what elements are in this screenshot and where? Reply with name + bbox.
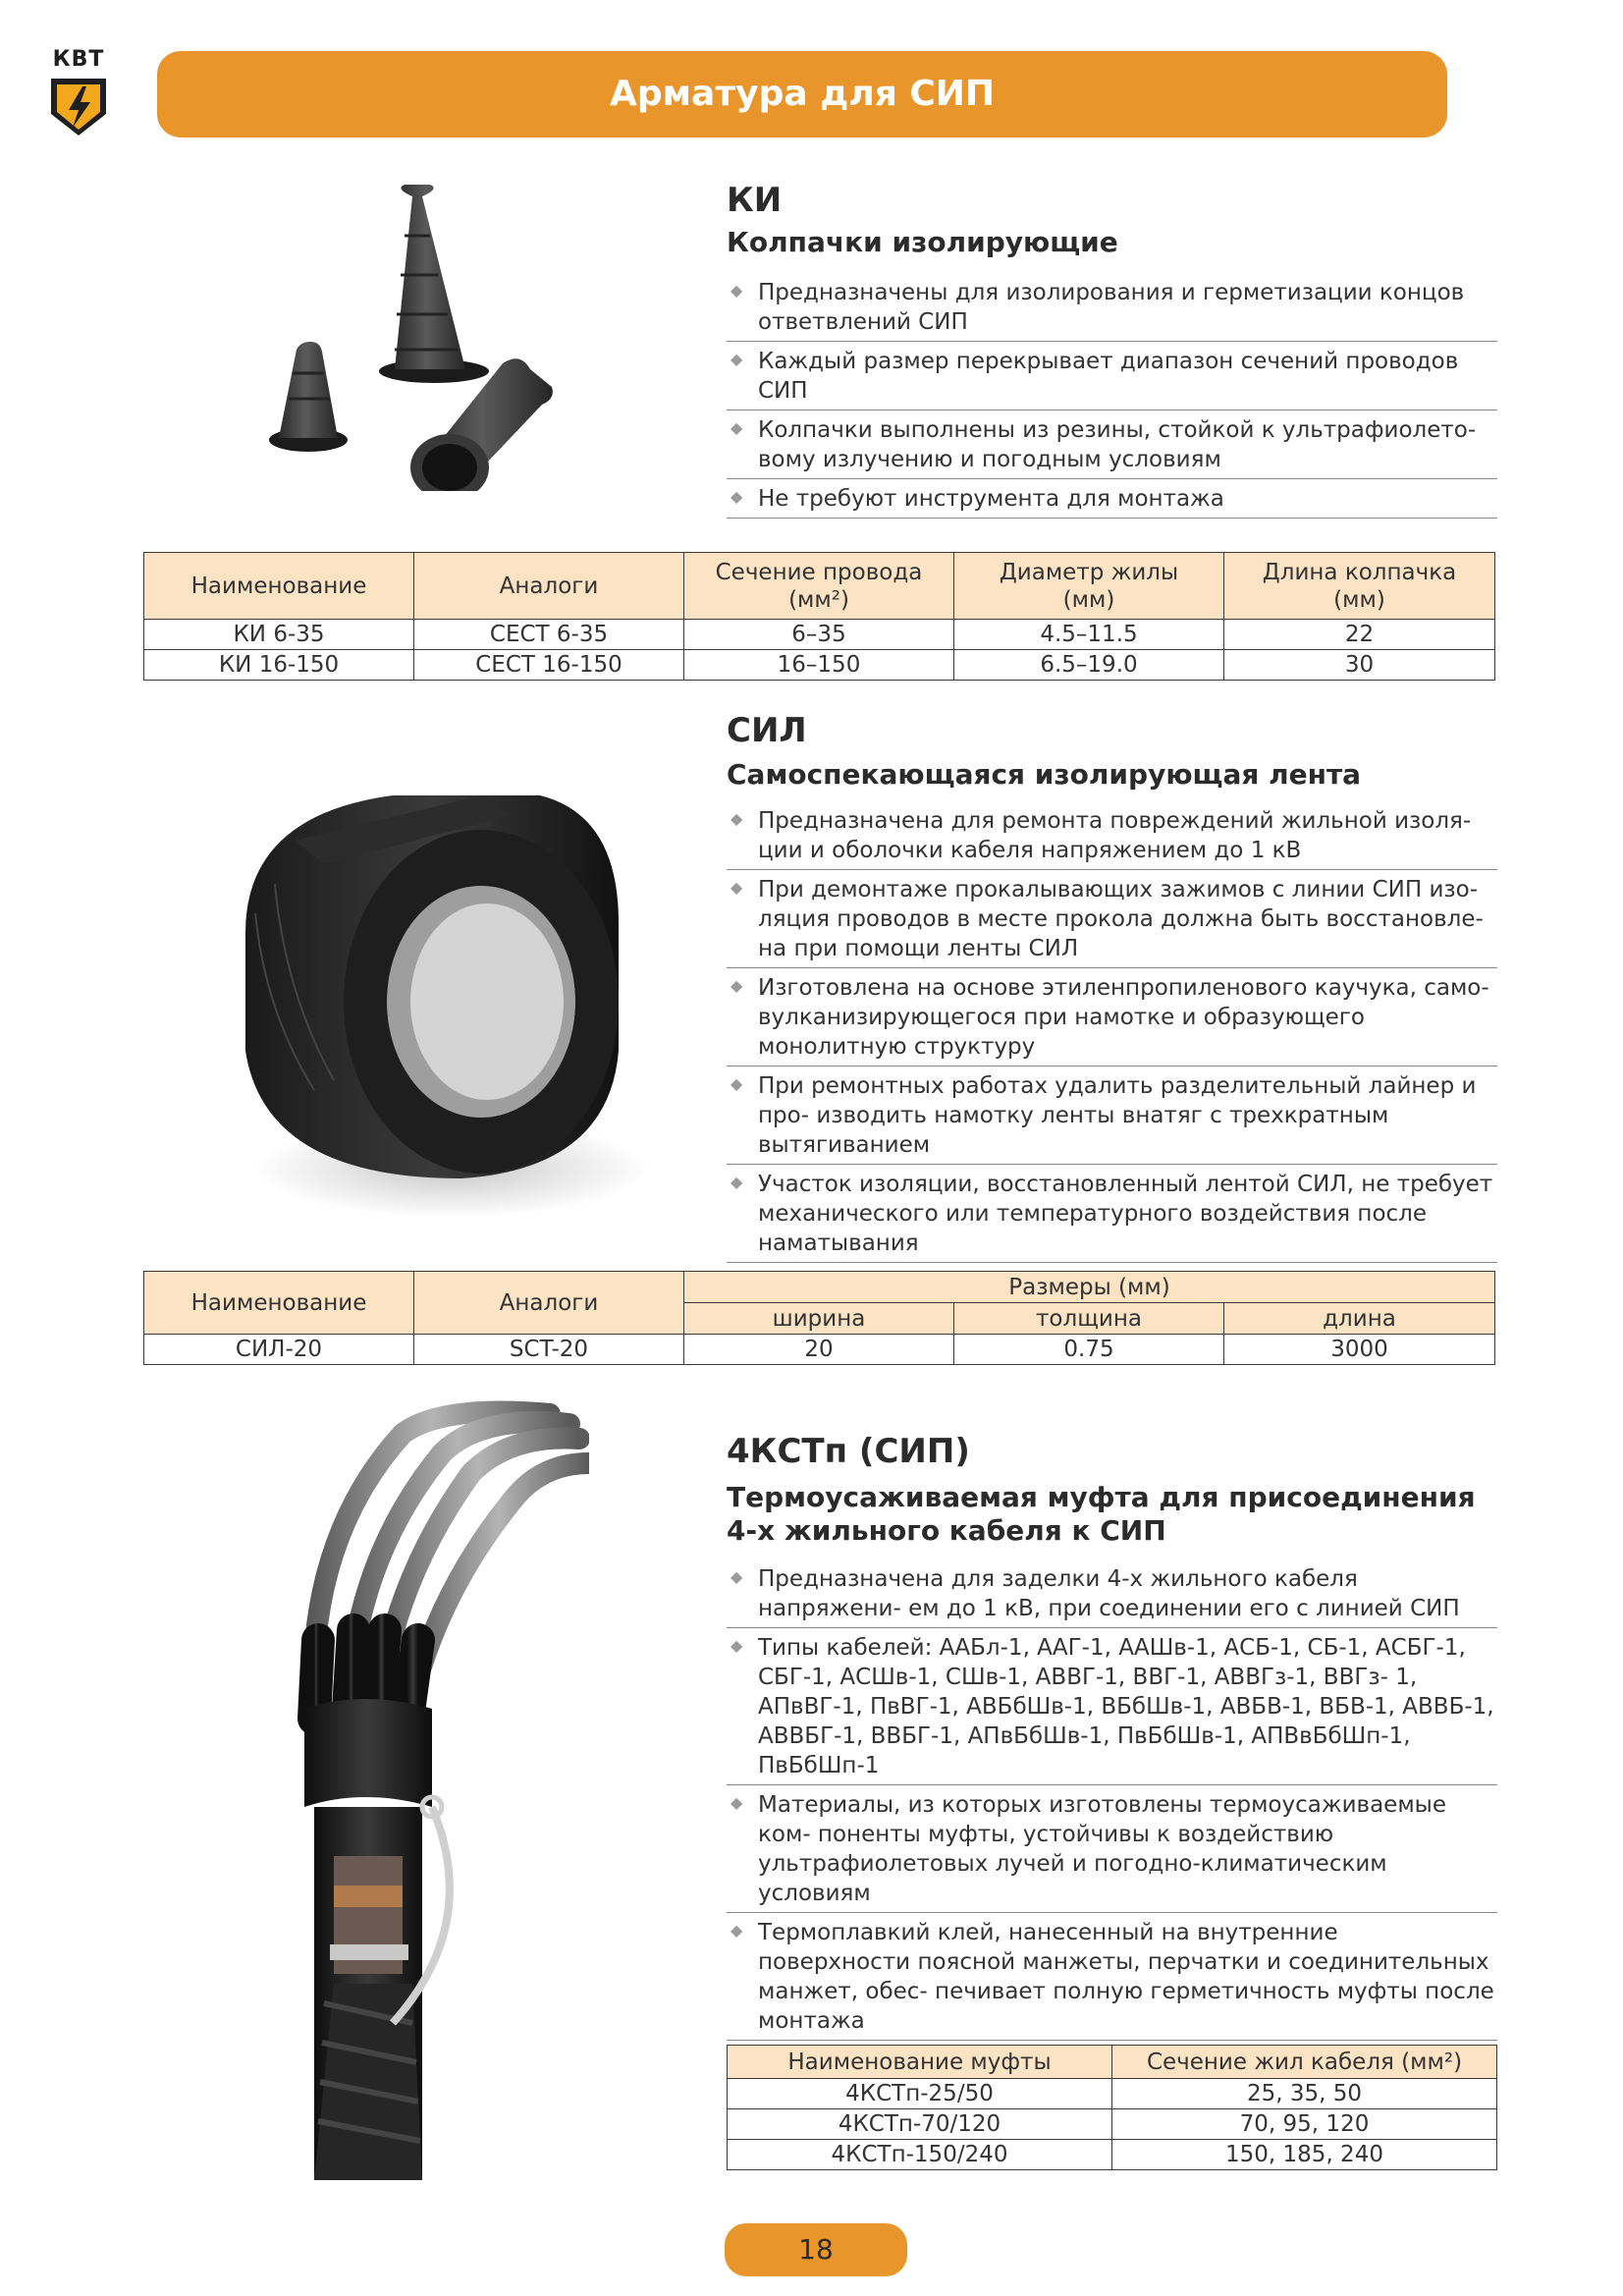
diamond-bullet-icon: ◆ bbox=[730, 1793, 743, 1812]
diamond-bullet-icon: ◆ bbox=[730, 976, 743, 995]
table-header-cell: Сечение жил кабеля (мм²) bbox=[1112, 2046, 1497, 2079]
header-banner bbox=[157, 51, 1447, 137]
table-header-cell: ширина bbox=[684, 1303, 954, 1335]
diamond-bullet-icon: ◆ bbox=[730, 418, 743, 437]
list-item-text: При демонтаже прокалывающих зажимов с линии СИП изо- ляция проводов в месте прокола должна быть восстановле- на при помощи ленты СИЛ bbox=[758, 877, 1484, 961]
list-item bbox=[727, 1559, 1497, 1628]
ki-section-title: КИ bbox=[727, 181, 783, 220]
list-item bbox=[727, 1785, 1497, 1913]
table-header-cell: Размеры (мм) bbox=[684, 1272, 1495, 1303]
table-cell: СИЛ-20 bbox=[144, 1335, 414, 1365]
list-item-text: Участок изоляции, восстановленный лентой СИЛ, не требует механического или температурного воздействия после наматывания bbox=[758, 1172, 1493, 1256]
list-item-text: Предназначена для заделки 4-х жильного кабеля напряжени- ем до 1 кВ, при соединении его с линией СИП bbox=[758, 1566, 1460, 1621]
table-cell: 25, 35, 50 bbox=[1112, 2079, 1497, 2109]
list-item bbox=[727, 273, 1497, 342]
table-cell: CECT 6-35 bbox=[414, 620, 684, 650]
table-cell: 4КСТп-25/50 bbox=[728, 2079, 1112, 2109]
sil-section-subtitle: Самоспекающаяся изолирующая лента bbox=[727, 758, 1362, 791]
table-header-cell: Аналоги bbox=[414, 1272, 684, 1335]
table-cell: КИ 16-150 bbox=[144, 650, 414, 681]
sil-bullet-list bbox=[727, 801, 1497, 1263]
table-cell: 4КСТп-70/120 bbox=[728, 2109, 1112, 2140]
table-cell: 6–35 bbox=[684, 620, 954, 650]
header-line: Диаметр жилы bbox=[999, 559, 1179, 585]
table-cell: 4КСТп-150/240 bbox=[728, 2140, 1112, 2170]
diamond-bullet-icon: ◆ bbox=[730, 809, 743, 828]
table-cell: 16–150 bbox=[684, 650, 954, 681]
list-item bbox=[727, 870, 1497, 968]
table-header-cell bbox=[954, 553, 1224, 620]
page-number: 18 bbox=[725, 2223, 907, 2276]
list-item-text: Не требуют инструмента для монтажа bbox=[758, 486, 1224, 512]
lightning-shield-icon bbox=[47, 75, 110, 137]
table-row bbox=[144, 650, 1495, 681]
diamond-bullet-icon: ◆ bbox=[730, 1173, 743, 1191]
kstp-bullet-list bbox=[727, 1559, 1497, 2041]
list-item-text: Типы кабелей: ААБл-1, ААГ-1, ААШв-1, АСБ-1, СБ-1, АСБГ-1, СБГ-1, АСШв-1, СШв-1, АВВГ-1, ВВГ-1, АВВГз-1, ВВГз- 1, АПвВГ-1, ПвВГ-1, АВБбШв-1, ВБбШв-1, АВБВ-1, ВБВ-1, АВВБ-1, АВВБГ-1, ВВБГ-1, АПвБбШв-1, ПвБбШв-1, АПВвБбШп-1, ПвБбШп-1 bbox=[758, 1635, 1494, 1778]
table-row bbox=[144, 1335, 1495, 1365]
table-cell: CECT 16-150 bbox=[414, 650, 684, 681]
list-item bbox=[727, 1628, 1497, 1785]
table-row bbox=[728, 2079, 1497, 2109]
list-item-text: Термоплавкий клей, нанесенный на внутренние поверхности поясной манжеты, перчатки и соединительных манжет, обес- печивает полную герметичность муфты после монтажа bbox=[758, 1920, 1494, 2034]
header-line: Сечение провода bbox=[715, 559, 923, 585]
table-cell: 4.5–11.5 bbox=[954, 620, 1224, 650]
list-item bbox=[727, 410, 1497, 479]
table-cell: КИ 6-35 bbox=[144, 620, 414, 650]
table-cell: 6.5–19.0 bbox=[954, 650, 1224, 681]
sil-spec-table bbox=[143, 1271, 1495, 1365]
table-header-cell bbox=[1224, 553, 1495, 620]
list-item-text: Предназначена для ремонта повреждений жильной изоля- ции и оболочки кабеля напряжением до 1 кВ bbox=[758, 808, 1472, 863]
header-line: Длина колпачка bbox=[1262, 559, 1457, 585]
table-header-cell bbox=[684, 553, 954, 620]
kstp-spec-table bbox=[727, 2045, 1497, 2170]
kstp-section-subtitle-line1: Термоусаживаемая муфта для присоединения bbox=[727, 1481, 1476, 1513]
table-header-cell: Наименование bbox=[144, 553, 414, 620]
kstp-section-title: 4КСТп (СИП) bbox=[727, 1432, 970, 1471]
table-cell: 3000 bbox=[1224, 1335, 1495, 1365]
table-cell: 70, 95, 120 bbox=[1112, 2109, 1497, 2140]
table-header-cell: Наименование bbox=[144, 1272, 414, 1335]
insulating-caps-image bbox=[257, 177, 562, 491]
list-item-text: При ремонтных работах удалить разделительный лайнер и про- изводить намотку ленты внатяг с трехкратным вытягиванием bbox=[758, 1073, 1477, 1158]
table-row bbox=[728, 2109, 1497, 2140]
diamond-bullet-icon: ◆ bbox=[730, 1921, 743, 1940]
diamond-bullet-icon: ◆ bbox=[730, 1636, 743, 1655]
table-cell: SCT-20 bbox=[414, 1335, 684, 1365]
diamond-bullet-icon: ◆ bbox=[730, 1074, 743, 1093]
logo-text: КВТ bbox=[52, 47, 105, 72]
list-item bbox=[727, 342, 1497, 410]
table-cell: 0.75 bbox=[954, 1335, 1224, 1365]
table-cell: 30 bbox=[1224, 650, 1495, 681]
list-item-text: Материалы, из которых изготовлены термоусаживаемые ком- поненты муфты, устойчивы к воздействию ультрафиолетовых лучей и погодно-климатическим условиям bbox=[758, 1792, 1446, 1906]
list-item-text: Предназначены для изолирования и герметизации концов ответвлений СИП bbox=[758, 280, 1465, 335]
list-item bbox=[727, 1066, 1497, 1165]
table-header-cell: Наименование муфты bbox=[728, 2046, 1112, 2079]
sil-section-title: СИЛ bbox=[727, 711, 807, 750]
heat-shrink-cable-joint-image bbox=[295, 1394, 589, 2186]
table-cell: 22 bbox=[1224, 620, 1495, 650]
page-title: Арматура для СИП bbox=[609, 74, 996, 114]
header-unit: (мм) bbox=[1062, 586, 1115, 613]
header-unit: (мм) bbox=[1333, 586, 1385, 613]
insulating-tape-roll-image bbox=[187, 756, 648, 1228]
list-item bbox=[727, 1165, 1497, 1263]
list-item-text: Изготовлена на основе этиленпропиленового каучука, само- вулканизирующегося при намотке и образующего монолитную структуру bbox=[758, 975, 1489, 1060]
table-row bbox=[144, 620, 1495, 650]
table-cell: 20 bbox=[684, 1335, 954, 1365]
diamond-bullet-icon: ◆ bbox=[730, 878, 743, 897]
ki-section-subtitle: Колпачки изолирующие bbox=[727, 226, 1118, 258]
header-unit: (мм²) bbox=[788, 586, 849, 613]
diamond-bullet-icon: ◆ bbox=[730, 1567, 743, 1586]
diamond-bullet-icon: ◆ bbox=[730, 350, 743, 368]
table-header-cell: длина bbox=[1224, 1303, 1495, 1335]
kstp-section-subtitle-line2: 4-х жильного кабеля к СИП bbox=[727, 1514, 1166, 1547]
table-cell: 150, 185, 240 bbox=[1112, 2140, 1497, 2170]
table-header-cell: Аналоги bbox=[414, 553, 684, 620]
table-row bbox=[728, 2140, 1497, 2170]
list-item bbox=[727, 479, 1497, 519]
list-item bbox=[727, 1913, 1497, 2041]
table-header-cell: толщина bbox=[954, 1303, 1224, 1335]
diamond-bullet-icon: ◆ bbox=[730, 487, 743, 506]
ki-bullet-list bbox=[727, 273, 1497, 519]
list-item-text: Каждый размер перекрывает диапазон сечений проводов СИП bbox=[758, 349, 1459, 404]
list-item-text: Колпачки выполнены из резины, стойкой к ультрафиолето- вому излучению и погодным условиям bbox=[758, 417, 1477, 472]
brand-logo bbox=[47, 47, 110, 145]
diamond-bullet-icon: ◆ bbox=[730, 281, 743, 300]
ki-spec-table bbox=[143, 552, 1495, 681]
list-item bbox=[727, 968, 1497, 1066]
list-item bbox=[727, 801, 1497, 870]
